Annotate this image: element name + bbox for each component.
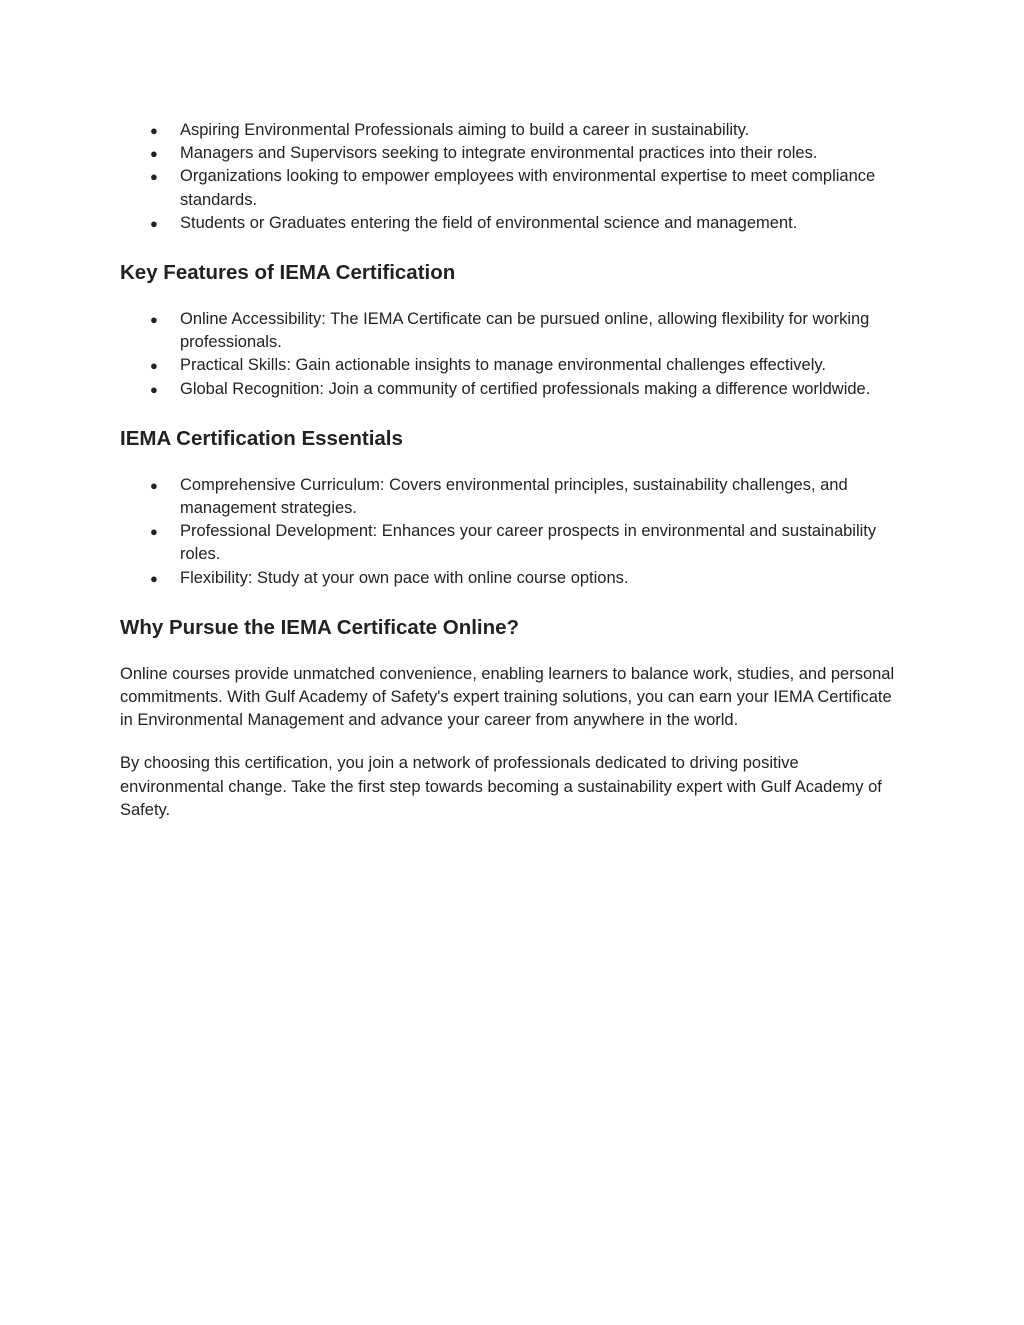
bullet-icon: ● xyxy=(150,381,158,397)
why-online-heading: Why Pursue the IEMA Certificate Online? xyxy=(120,615,520,639)
why-online-paragraph: Online courses provide unmatched convenience, enabling learners to balance work, studies, and personal commitments. With Gulf Academy of Safety's expert training solutions, you can earn your IEMA Certificate in Environmental Management and advance your career from anywhere in the world. xyxy=(120,664,895,730)
bullet-icon: ● xyxy=(150,312,158,328)
audience-list xyxy=(120,119,900,235)
bullet-icon: ● xyxy=(150,169,158,185)
bullet-icon: ● xyxy=(150,215,158,231)
list-item: ● Managers and Supervisors seeking to integrate environmental practices into their roles. xyxy=(120,142,900,165)
list-item: ● Global Recognition: Join a community of certified professionals making a difference worldwide. xyxy=(120,378,900,401)
closing-paragraph: By choosing this certification, you join a network of professionals dedicated to driving positive environmental change. Take the first step towards becoming a sustainability expert with Gulf Academy of Safety. xyxy=(120,754,882,819)
list-item: ● Aspiring Environmental Professionals aiming to build a career in sustainability. xyxy=(120,119,900,142)
list-item: ● Students or Graduates entering the field of environmental science and management. xyxy=(120,212,900,235)
bullet-icon: ● xyxy=(150,570,158,586)
bullet-icon: ● xyxy=(150,477,158,493)
bullet-icon: ● xyxy=(150,123,158,138)
document-page xyxy=(120,119,900,842)
bullet-icon: ● xyxy=(150,358,158,374)
list-item: ● Professional Development: Enhances your career prospects in environmental and sustainability roles. xyxy=(150,522,877,564)
bullet-icon: ● xyxy=(150,146,158,162)
list-item: ● Online Accessibility: The IEMA Certificate can be pursued online, allowing flexibility for working professionals. xyxy=(150,310,870,352)
bullet-icon: ● xyxy=(150,524,158,540)
key-features-heading: Key Features of IEMA Certification xyxy=(120,261,456,285)
key-features-list xyxy=(120,308,900,401)
essentials-list xyxy=(120,474,900,590)
list-item: ● Comprehensive Curriculum: Covers environmental principles, sustainability challenges, and management strategies. xyxy=(150,475,848,518)
essentials-heading: IEMA Certification Essentials xyxy=(120,426,403,450)
list-item: ● Flexibility: Study at your own pace with online course options. xyxy=(120,567,900,590)
list-item: ● Practical Skills: Gain actionable insights to manage environmental challenges effectively. xyxy=(120,354,900,377)
list-item: ● Organizations looking to empower employees with environmental expertise to meet compliance standards. xyxy=(150,167,876,209)
